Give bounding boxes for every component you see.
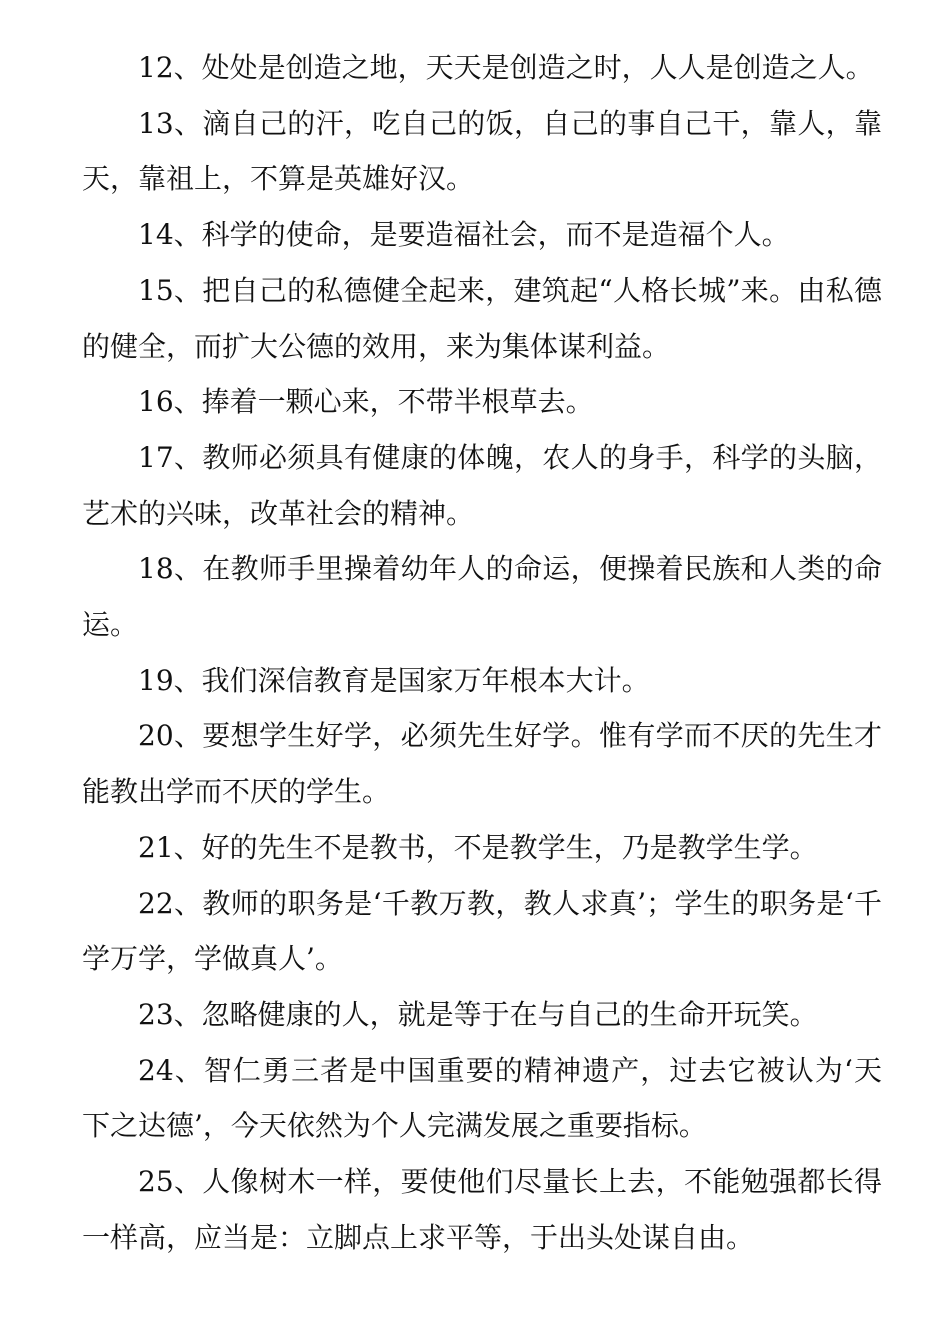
quote-paragraph-12: 12、处处是创造之地，天天是创造之时，人人是创造之人。 bbox=[138, 51, 874, 84]
document-body bbox=[82, 40, 882, 1265]
quote-paragraph-24: 24、智仁勇三者是中国重要的精神遗产，过去它被认为‘天下之达德’，今天依然为个人完满发展之重要指标。 bbox=[82, 1053, 882, 1143]
quote-paragraph-13: 13、滴自己的汗，吃自己的饭，自己的事自己干，靠人，靠天，靠祖上，不算是英雄好汉。 bbox=[82, 106, 882, 196]
quote-paragraph-21: 21、好的先生不是教书，不是教学生，乃是教学生学。 bbox=[138, 830, 818, 864]
quote-paragraph-25: 25、人像树木一样，要使他们尽量长上去，不能勉强都长得一样高，应当是：立脚点上求平等，于出头处谋自由。 bbox=[82, 1165, 882, 1254]
quote-paragraph-16: 16、捧着一颗心来，不带半根草去。 bbox=[138, 385, 594, 419]
quote-paragraph-23: 23、忽略健康的人，就是等于在与自己的生命开玩笑。 bbox=[138, 997, 818, 1031]
quote-paragraph-17: 17、教师必须具有健康的体魄，农人的身手，科学的头脑，艺术的兴味，改革社会的精神。 bbox=[82, 440, 882, 530]
quote-paragraph-15: 15、把自己的私德健全起来，建筑起“人格长城”来。由私德的健全，而扩大公德的效用，来为集体谋利益。 bbox=[82, 273, 882, 363]
quote-paragraph-14: 14、科学的使命，是要造福社会，而不是造福个人。 bbox=[138, 218, 790, 252]
quote-paragraph-22: 22、教师的职务是‘千教万教，教人求真’；学生的职务是‘千学万学，学做真人’。 bbox=[82, 886, 882, 976]
quote-paragraph-20: 20、要想学生好学，必须先生好学。惟有学而不厌的先生才能教出学而不厌的学生。 bbox=[82, 719, 882, 809]
quote-paragraph-18: 18、在教师手里操着幼年人的命运，便操着民族和人类的命运。 bbox=[82, 552, 882, 642]
quote-paragraph-19: 19、我们深信教育是国家万年根本大计。 bbox=[138, 663, 650, 697]
